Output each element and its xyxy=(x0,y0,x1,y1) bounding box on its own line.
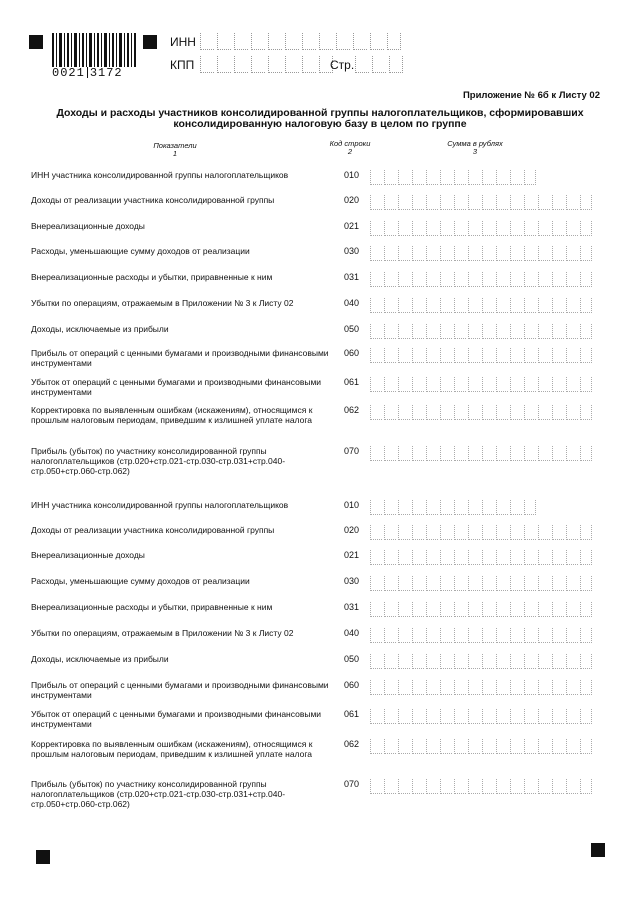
kpp-field[interactable] xyxy=(200,56,336,73)
row-code: 031 xyxy=(344,272,360,282)
row-label: Убыток от операций с ценными бумагами и производными финансовыми инструментами xyxy=(31,377,322,397)
corner-marker-bottom-right xyxy=(591,843,605,857)
row-label: Внереализационные доходы xyxy=(31,550,145,560)
amount-field[interactable] xyxy=(370,628,594,643)
barcode-number xyxy=(52,66,136,80)
form-title: Доходы и расходы участников консолидированной группы налогоплательщиков, сформировавших консолидированную налоговую базу в целом по группе xyxy=(56,107,584,130)
row-code: 060 xyxy=(344,348,360,358)
inn-field[interactable] xyxy=(200,33,404,50)
row-code: 021 xyxy=(344,221,360,231)
col1-header xyxy=(140,142,210,158)
row-label: ИНН участника консолидированной группы налогоплательщиков xyxy=(31,500,289,510)
col2-header xyxy=(320,140,380,156)
row-code: 040 xyxy=(344,298,360,308)
row-code: 010 xyxy=(344,500,360,510)
row-label: Корректировка по выявленным ошибкам (искажениям), относящимся к прошлым налоговым периодам, приведшим к излишней уплате налога xyxy=(31,739,313,759)
row-label: Внереализационные доходы xyxy=(31,221,145,231)
row-code: 061 xyxy=(344,377,360,387)
col1-number: 1 xyxy=(172,149,178,158)
col2-title: Код строки xyxy=(329,139,371,148)
amount-field[interactable] xyxy=(370,525,594,540)
amount-field[interactable] xyxy=(370,602,594,617)
amount-field[interactable] xyxy=(370,170,538,185)
col1-title: Показатели xyxy=(153,141,197,150)
amount-field[interactable] xyxy=(370,500,538,515)
row-label: Корректировка по выявленным ошибкам (искажениям), относящимся к прошлым налоговым периодам, приведшим к излишней уплате налога xyxy=(31,405,313,425)
row-code: 062 xyxy=(344,739,360,749)
row-label: ИНН участника консолидированной группы налогоплательщиков xyxy=(31,170,289,180)
amount-field[interactable] xyxy=(370,739,594,754)
row-code: 010 xyxy=(344,170,360,180)
amount-field[interactable] xyxy=(370,405,594,420)
corner-marker-top-left xyxy=(29,35,43,49)
row-label: Прибыль от операций с ценными бумагами и производными финансовыми инструментами xyxy=(31,680,329,700)
inn-label: ИНН xyxy=(170,35,196,49)
amount-field[interactable] xyxy=(370,195,594,210)
row-label: Расходы, уменьшающие сумму доходов от реализации xyxy=(31,246,250,256)
appendix-label: Приложение № 6б к Листу 02 xyxy=(462,90,600,101)
amount-field[interactable] xyxy=(370,680,594,695)
amount-field[interactable] xyxy=(370,348,594,363)
row-code: 070 xyxy=(344,446,360,456)
row-code: 031 xyxy=(344,602,360,612)
col2-number: 2 xyxy=(347,147,353,156)
row-label: Прибыль от операций с ценными бумагами и производными финансовыми инструментами xyxy=(31,348,329,368)
amount-field[interactable] xyxy=(370,272,594,287)
row-label: Расходы, уменьшающие сумму доходов от реализации xyxy=(31,576,250,586)
amount-field[interactable] xyxy=(370,246,594,261)
barcode xyxy=(52,33,136,67)
amount-field[interactable] xyxy=(370,298,594,313)
amount-field[interactable] xyxy=(370,550,594,565)
row-code: 070 xyxy=(344,779,360,789)
row-code: 060 xyxy=(344,680,360,690)
corner-marker-bottom-left xyxy=(36,850,50,864)
row-label: Доходы, исключаемые из прибыли xyxy=(31,654,169,664)
row-label: Прибыль (убыток) по участнику консолидированной группы налогоплательщиков (стр.020+стр.021-стр.030-стр.031+стр.040-стр.050+стр.060-стр.062) xyxy=(31,446,286,476)
amount-field[interactable] xyxy=(370,576,594,591)
amount-field[interactable] xyxy=(370,709,594,724)
row-code: 020 xyxy=(344,195,360,205)
row-code: 021 xyxy=(344,550,360,560)
amount-field[interactable] xyxy=(370,377,594,392)
row-code: 062 xyxy=(344,405,360,415)
row-code: 050 xyxy=(344,654,360,664)
row-label: Убытки по операциям, отражаемым в Приложении № 3 к Листу 02 xyxy=(31,628,294,638)
row-label: Убытки по операциям, отражаемым в Приложении № 3 к Листу 02 xyxy=(31,298,294,308)
col3-header xyxy=(430,140,520,156)
row-code: 061 xyxy=(344,709,360,719)
amount-field[interactable] xyxy=(370,446,594,461)
row-code: 020 xyxy=(344,525,360,535)
row-label: Доходы, исключаемые из прибыли xyxy=(31,324,169,334)
amount-field[interactable] xyxy=(370,779,594,794)
page-field[interactable] xyxy=(355,56,406,73)
row-code: 030 xyxy=(344,246,360,256)
row-label: Доходы от реализации участника консолидированной группы xyxy=(31,525,275,535)
row-label: Внереализационные расходы и убытки, приравненные к ним xyxy=(31,272,273,282)
amount-field[interactable] xyxy=(370,221,594,236)
row-code: 030 xyxy=(344,576,360,586)
row-label: Убыток от операций с ценными бумагами и производными финансовыми инструментами xyxy=(31,709,322,729)
col3-number: 3 xyxy=(472,147,478,156)
row-label: Прибыль (убыток) по участнику консолидированной группы налогоплательщиков (стр.020+стр.021-стр.030-стр.031+стр.040-стр.050+стр.060-стр.062) xyxy=(31,779,286,809)
row-code: 040 xyxy=(344,628,360,638)
amount-field[interactable] xyxy=(370,324,594,339)
amount-field[interactable] xyxy=(370,654,594,669)
kpp-label: КПП xyxy=(170,58,195,72)
row-code: 050 xyxy=(344,324,360,334)
corner-marker-top-right xyxy=(143,35,157,49)
row-label: Доходы от реализации участника консолидированной группы xyxy=(31,195,275,205)
page-label: Стр. xyxy=(330,58,355,72)
barcode-number-part2: 3172 xyxy=(89,66,123,80)
col3-title: Сумма в рублях xyxy=(447,139,503,148)
barcode-number-part1: 0021 xyxy=(52,66,85,80)
row-label: Внереализационные расходы и убытки, приравненные к ним xyxy=(31,602,273,612)
